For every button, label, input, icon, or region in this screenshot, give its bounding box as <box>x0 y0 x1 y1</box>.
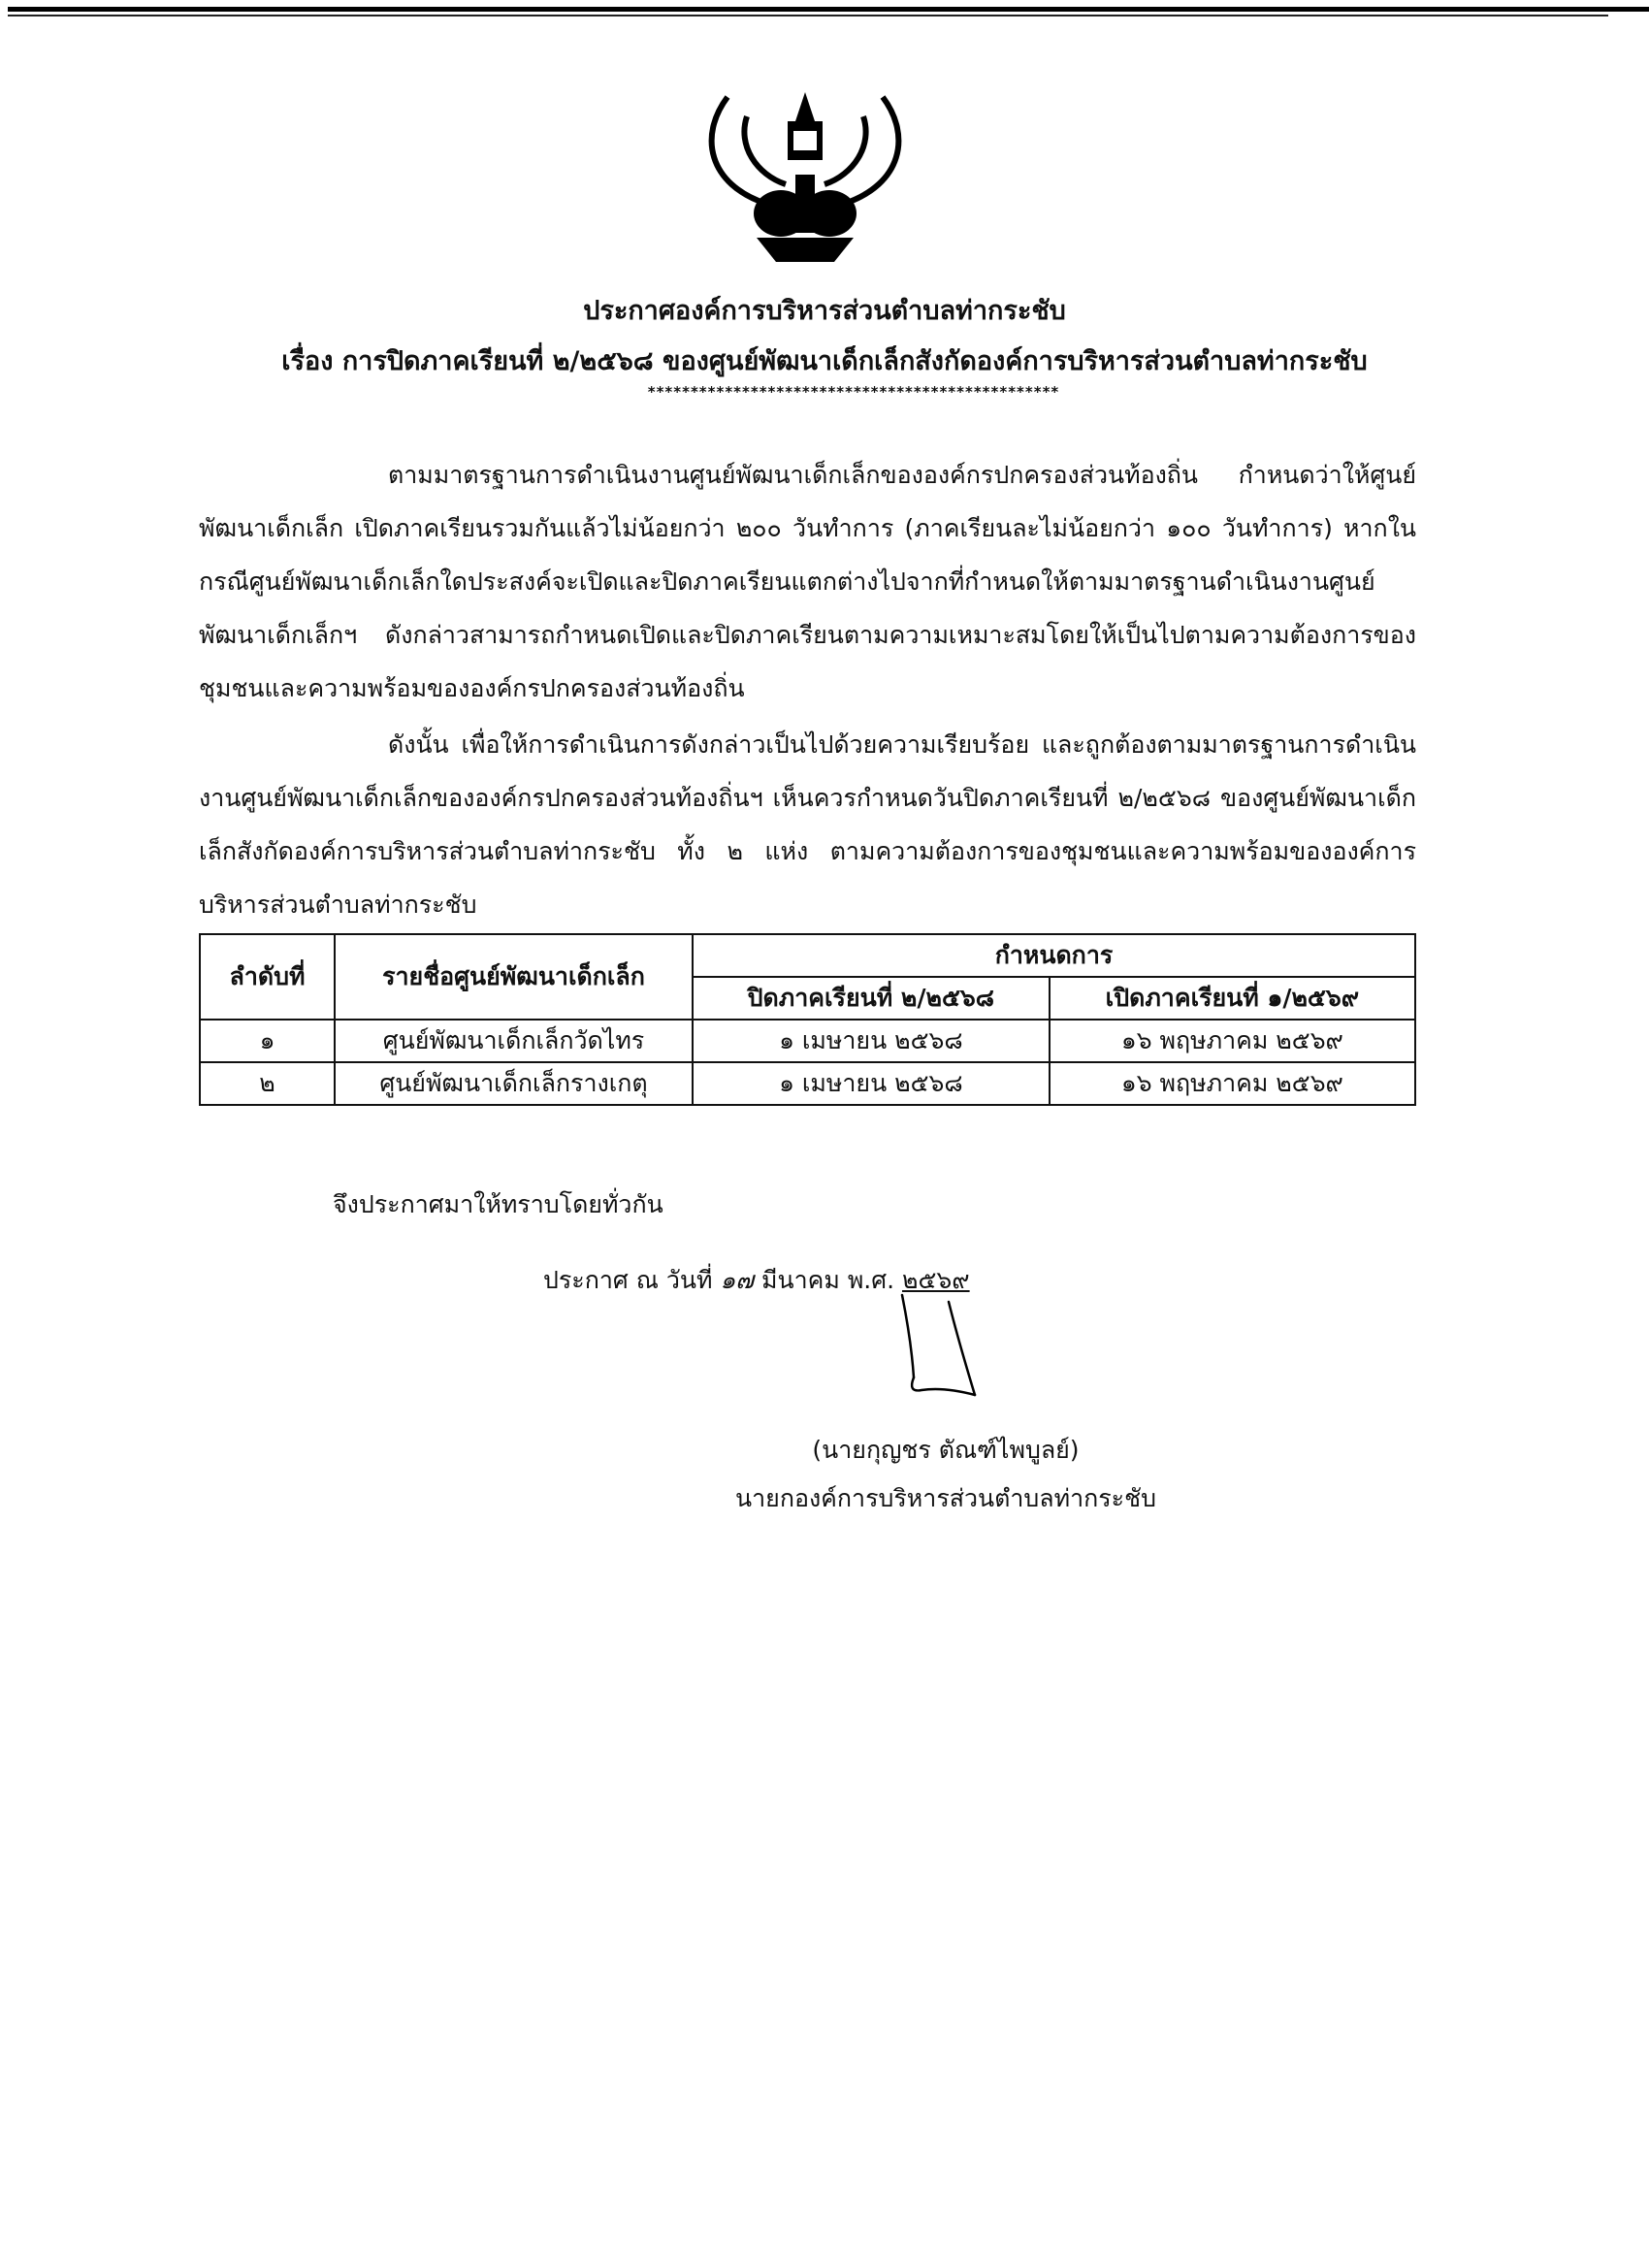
date-prefix: ประกาศ ณ วันที่ <box>543 1266 713 1294</box>
paragraph-1 <box>199 448 1416 715</box>
date-era: พ.ศ. <box>847 1266 895 1294</box>
header-open: เปิดภาคเรียนที่ ๑/๒๕๖๙ <box>1050 977 1415 1020</box>
row-name: ศูนย์พัฒนาเด็กเล็กรางเกตุ <box>335 1062 693 1105</box>
header-schedule: กำหนดการ <box>693 934 1415 977</box>
scan-border-top <box>8 7 1649 12</box>
signature-icon <box>863 1290 1018 1426</box>
paragraph-2-text: ดังนั้น เพื่อให้การดำเนินการดังกล่าวเป็นไปด้วยความเรียบร้อย และถูกต้องตามมาตรฐานการดำเนินงานศูนย์พัฒนาเด็กเล็กขององค์กรปกครองส่วนท้องถิ่นฯ เห็นควรกำหนดวันปิดภาคเรียนที่ ๒/๒๕๖๘ ของศูนย์พัฒนาเด็กเล็กสังกัดองค์การบริหารส่วนตำบลท่ากระชับ ทั้ง ๒ แห่ง ตามความต้องการของชุมชนและความพร้อมขององค์การบริหารส่วนตำบลท่ากระชับ <box>199 730 1416 919</box>
table-row <box>200 1020 1415 1062</box>
row-close: ๑ เมษายน ๒๕๖๘ <box>693 1062 1050 1105</box>
header-name: รายชื่อศูนย์พัฒนาเด็กเล็ก <box>335 934 693 1020</box>
separator: ************************************************ <box>647 383 1060 401</box>
signatory-name: (นายกุญชร ตัณฑ์ไพบูลย์) <box>812 1436 1080 1464</box>
schedule-table <box>199 933 1416 1106</box>
signatory-position: นายกองค์การบริหารส่วนตำบลท่ากระชับ <box>735 1484 1156 1512</box>
row-open: ๑๖ พฤษภาคม ๒๕๖๙ <box>1050 1020 1415 1062</box>
row-name: ศูนย์พัฒนาเด็กเล็กวัดไทร <box>335 1020 693 1062</box>
paragraph-1-text: ตามมาตรฐานการดำเนินงานศูนย์พัฒนาเด็กเล็กขององค์กรปกครองส่วนท้องถิ่น กำหนดว่าให้ศูนย์พัฒนาเด็กเล็ก เปิดภาคเรียนรวมกันแล้วไม่น้อยกว่า ๒๐๐ วันทำการ (ภาคเรียนละไม่น้อยกว่า ๑๐๐ วันทำการ) หากในกรณีศูนย์พัฒนาเด็กเล็กใดประสงค์จะเปิดและปิดภาคเรียนแตกต่างไปจากที่กำหนดให้ตามมาตรฐานดำเนินงานศูนย์พัฒนาเด็กเล็กฯ ดังกล่าวสามารถกำหนดเปิดและปิดภาคเรียนตามความเหมาะสมโดยให้เป็นไปตามความต้องการของชุมชนและความพร้อมขององค์กรปกครองส่วนท้องถิ่น <box>199 461 1416 702</box>
garuda-emblem-icon <box>689 78 922 272</box>
announcement-subject: เรื่อง การปิดภาคเรียนที่ ๒/๒๕๖๘ ของศูนย์พัฒนาเด็กเล็กสังกัดองค์การบริหารส่วนตำบลท่ากระชับ <box>281 346 1368 376</box>
closing-statement: จึงประกาศมาให้ทราบโดยทั่วกัน <box>333 1190 663 1218</box>
row-no: ๑ <box>200 1020 335 1062</box>
header-close: ปิดภาคเรียนที่ ๒/๒๕๖๘ <box>693 977 1050 1020</box>
date-year: ๒๕๖๙ <box>902 1266 970 1294</box>
row-no: ๒ <box>200 1062 335 1105</box>
table-row <box>200 1062 1415 1105</box>
header-no: ลำดับที่ <box>200 934 335 1020</box>
scan-border-line <box>8 15 1608 16</box>
date-month: มีนาคม <box>761 1266 840 1294</box>
row-open: ๑๖ พฤษภาคม ๒๕๖๙ <box>1050 1062 1415 1105</box>
paragraph-2 <box>199 718 1416 931</box>
date-day: ๑๗ <box>720 1266 755 1294</box>
row-close: ๑ เมษายน ๒๕๖๘ <box>693 1020 1050 1062</box>
announcement-title: ประกาศองค์การบริหารส่วนตำบลท่ากระชับ <box>583 296 1066 326</box>
